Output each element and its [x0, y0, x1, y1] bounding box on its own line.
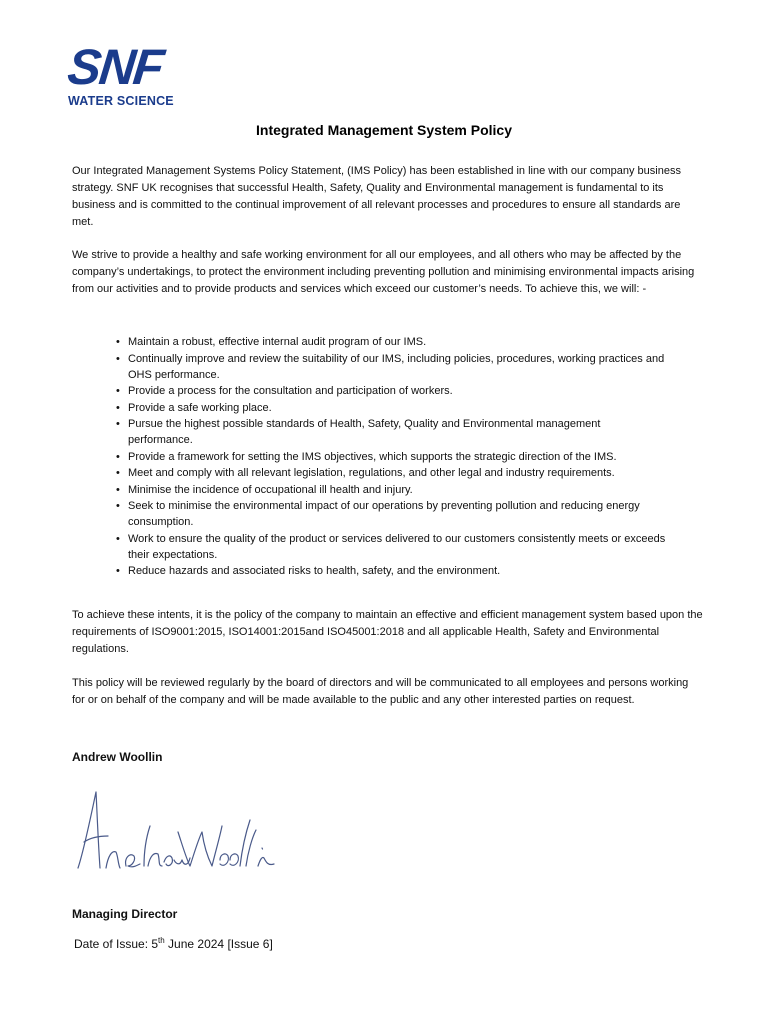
list-item: • Provide a framework for setting the IMS objectives, which supports the strategic direction of the IMS. [128, 449, 668, 465]
intro-paragraph: Our Integrated Management Systems Policy Statement, (IMS Policy) has been established in line with our company business strategy. SNF UK recognises that successful Health, Safety, Quality and Environmental management is fundamental to its business and is committed to the continual improvement of all relevant processes and procedures to ensure all standards are met. [72, 165, 681, 228]
standards-paragraph: To achieve these intents, it is the policy of the company to maintain an effective and efficient management system based upon the requirements of ISO9001:2015, ISO14001:2015and ISO45001:2018 and all applicable Health, Safety and Environmental regulations. [72, 609, 703, 655]
issue-date-prefix: Date of Issue: 5 [74, 937, 159, 951]
list-item: • Pursue the highest possible standards of Health, Safety, Quality and Environmental management performance. [128, 416, 668, 448]
list-item: • Seek to minimise the environmental impact of our operations by preventing pollution and reducing energy consumption. [128, 498, 668, 530]
objectives-list [128, 334, 668, 580]
snf-logo [65, 39, 180, 108]
logo-mark: SNF [65, 39, 165, 95]
review-paragraph: This policy will be reviewed regularly by the board of directors and will be communicated to all employees and persons working for or on behalf of the company and will be made available to the public and any other interested parties on request. [72, 677, 689, 706]
issue-date-suffix: June 2024 [Issue 6] [164, 937, 273, 951]
issue-date-ordinal: th [158, 936, 165, 945]
list-item: • Maintain a robust, effective internal audit program of our IMS. [128, 334, 668, 350]
signatory-name: Andrew Woollin [72, 750, 163, 764]
commitment-paragraph: We strive to provide a healthy and safe working environment for all our employees, and all others who may be affected by the company’s undertakings, to protect the environment including preventing pollution and minimising environmental impacts arising from our activities and to provide products and services which exceed our customer’s needs. To achieve this, we will: - [72, 249, 695, 295]
issue-date [74, 936, 273, 951]
logo-subtitle: WATER SCIENCE [68, 94, 174, 108]
list-item: • Meet and comply with all relevant legislation, regulations, and other legal and industry requirements. [128, 465, 668, 481]
handwritten-signature [70, 780, 280, 880]
page-title: Integrated Management System Policy [256, 122, 512, 138]
list-item: • Provide a process for the consultation and participation of workers. [128, 383, 668, 399]
list-item: • Minimise the incidence of occupational ill health and injury. [128, 482, 668, 498]
list-item: • Work to ensure the quality of the product or services delivered to our customers consistently meets or exceeds their expectations. [128, 531, 668, 563]
list-item: • Continually improve and review the suitability of our IMS, including policies, procedures, working practices and OHS performance. [128, 351, 668, 383]
signatory-role: Managing Director [72, 907, 178, 921]
list-item: • Provide a safe working place. [128, 400, 668, 416]
list-item: • Reduce hazards and associated risks to health, safety, and the environment. [128, 563, 668, 579]
